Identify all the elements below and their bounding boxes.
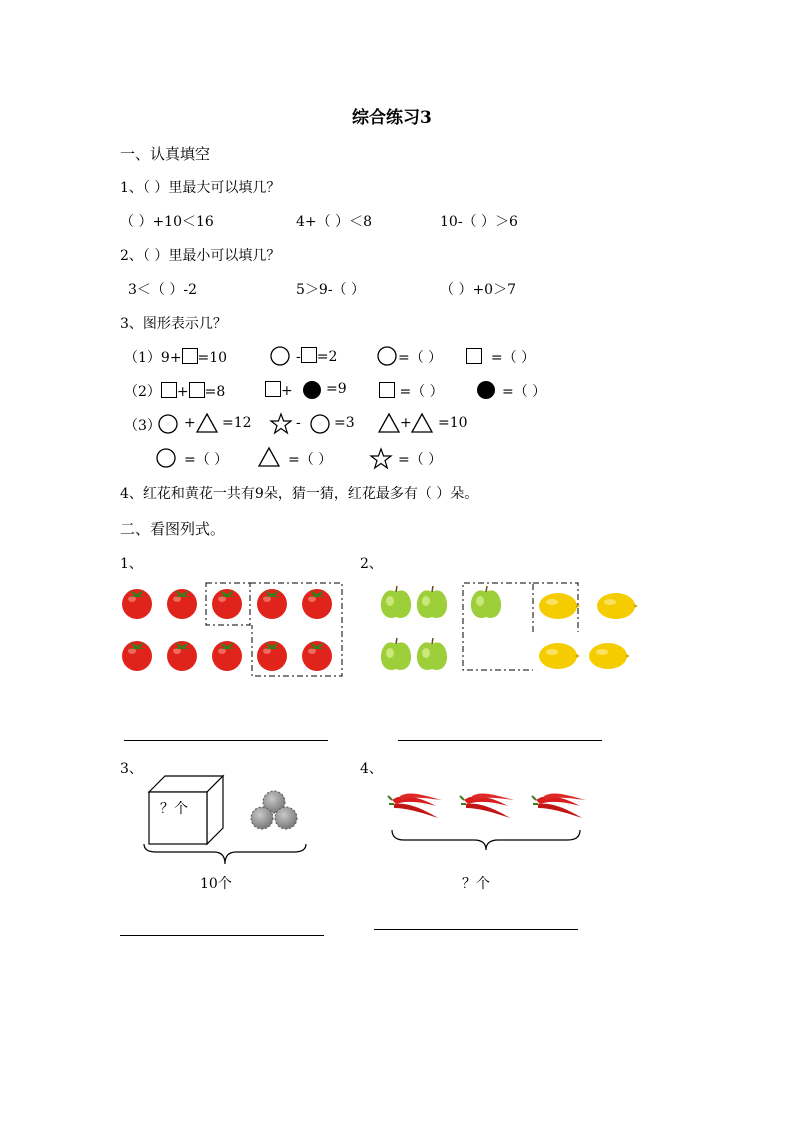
p3-total: 10个 [200,876,232,892]
tomato-icon [122,641,152,671]
q3-row2-b2: =9 [326,381,347,397]
circle-shape [270,346,290,366]
brace [142,842,308,866]
q2-item-2: 5＞9-（ ） [296,282,365,298]
q3-row3-a1: + [184,415,196,431]
q3-row1-b1: - [296,349,301,365]
q3-row2-b1: + [281,383,293,399]
tomato-icon [212,641,242,671]
circle-shape [156,448,176,468]
p2-label: 2、 [360,556,383,572]
q3-row4-c: =（ ） [398,452,443,468]
tomato-icon [302,641,332,671]
q3-row2-b [265,381,293,399]
tomato-icon [122,589,152,619]
q3-row3-num: （3） [124,418,161,434]
tomato-icon [257,589,287,619]
apple-icon [381,638,411,670]
q3-label: 3、图形表示几？ [120,316,227,332]
q3-row1-b [296,347,337,365]
circle-shape [310,414,330,434]
q3-row4-a: =（ ） [184,452,229,468]
star-shape [370,448,392,470]
q3-row2-a1: + [176,384,189,400]
filled-circle-shape [302,380,322,400]
star-shape [270,413,292,435]
tomato-icon [257,641,287,671]
q3-row2-a2: =8 [204,384,226,400]
q3-row3-c1: + [400,415,412,431]
circle-shape [158,414,178,434]
q3-row1-num: （1）9+ [124,350,182,366]
q2-item-1: 3＜（ ）-2 [128,282,197,298]
p1-label: 1、 [120,556,143,572]
q3-row1 [124,347,227,367]
p3-label: 3、 [120,761,143,777]
p4-label: 4、 [360,761,383,777]
section2-heading: 二、看图列式。 [120,520,226,538]
tomato-icon [302,589,332,619]
pepper-picture [384,786,594,826]
ball-icon [275,807,297,829]
apple-icon [381,586,411,618]
answer-line-3[interactable] [120,935,324,936]
brace [390,828,584,852]
q3-row3-b1: - [296,415,301,431]
pepper-icon [460,793,514,818]
box-label: ？个 [160,801,188,817]
triangle-shape [411,413,433,433]
q1-label: 1、（ ）里最大可以填几？ [120,180,281,196]
square-shape [301,347,317,363]
lemon-icon [597,593,638,619]
filled-circle-shape [476,380,496,400]
q3-row2-c-text: =（ ） [399,384,444,400]
triangle-shape [258,447,280,467]
circle-shape [377,346,397,366]
page-title: 综合练习3 [352,108,432,128]
lemon-icon [539,643,580,669]
answer-line-4[interactable] [374,929,578,930]
apple-icon [471,586,501,618]
q3-row2-c [379,381,444,401]
tomato-picture [118,580,348,680]
q3-row1-b2: =2 [316,349,338,365]
pepper-icon [532,793,586,818]
square-shape [379,382,395,398]
q3-row1-d [466,347,535,367]
answer-line-2[interactable] [398,740,602,741]
apple-icon [417,638,447,670]
q3-row2-num: （2） [124,384,161,400]
q3-row4-b: =（ ） [288,452,333,468]
q3-row3-c2: =10 [438,415,468,431]
square-shape [466,348,482,364]
q2-item-3: （ ）+0＞7 [440,282,516,298]
q1-item-1: （ ）+10＜16 [120,214,214,230]
lemon-icon [589,643,630,669]
triangle-shape [196,413,218,433]
tomato-icon [212,589,242,619]
q3-row2-d: =（ ） [502,384,547,400]
square-shape [265,381,281,397]
triangle-shape [378,413,400,433]
pepper-icon [388,793,442,818]
ball-icon [251,807,273,829]
fruit-picture [374,580,644,680]
section1-heading: 一、认真填空 [120,145,211,163]
q3-row2 [124,381,225,401]
p4-total: ？个 [462,876,490,892]
q3-row1-a: =10 [197,350,228,366]
q3-row3-b2: =3 [334,415,355,431]
lemon-icon [539,593,580,619]
tomato-icon [167,641,197,671]
q1-item-3: 10-（ ）＞6 [440,214,518,230]
q1-item-2: 4+（ ）＜8 [296,214,372,230]
square-shape [182,348,198,364]
q3-row1-c: =（ ） [398,350,443,366]
square-shape [161,382,177,398]
apple-icon [417,586,447,618]
q3-row3-a2: =12 [222,415,252,431]
tomato-icon [167,589,197,619]
q3-row1-d-text: =（ ） [490,350,536,366]
q2-label: 2、（ ）里最小可以填几？ [120,248,281,264]
answer-line-1[interactable] [124,740,328,741]
q4-label: 4、红花和黄花一共有9朵，猜一猜，红花最多有（ ）朵。 [120,486,479,502]
square-shape [189,382,205,398]
